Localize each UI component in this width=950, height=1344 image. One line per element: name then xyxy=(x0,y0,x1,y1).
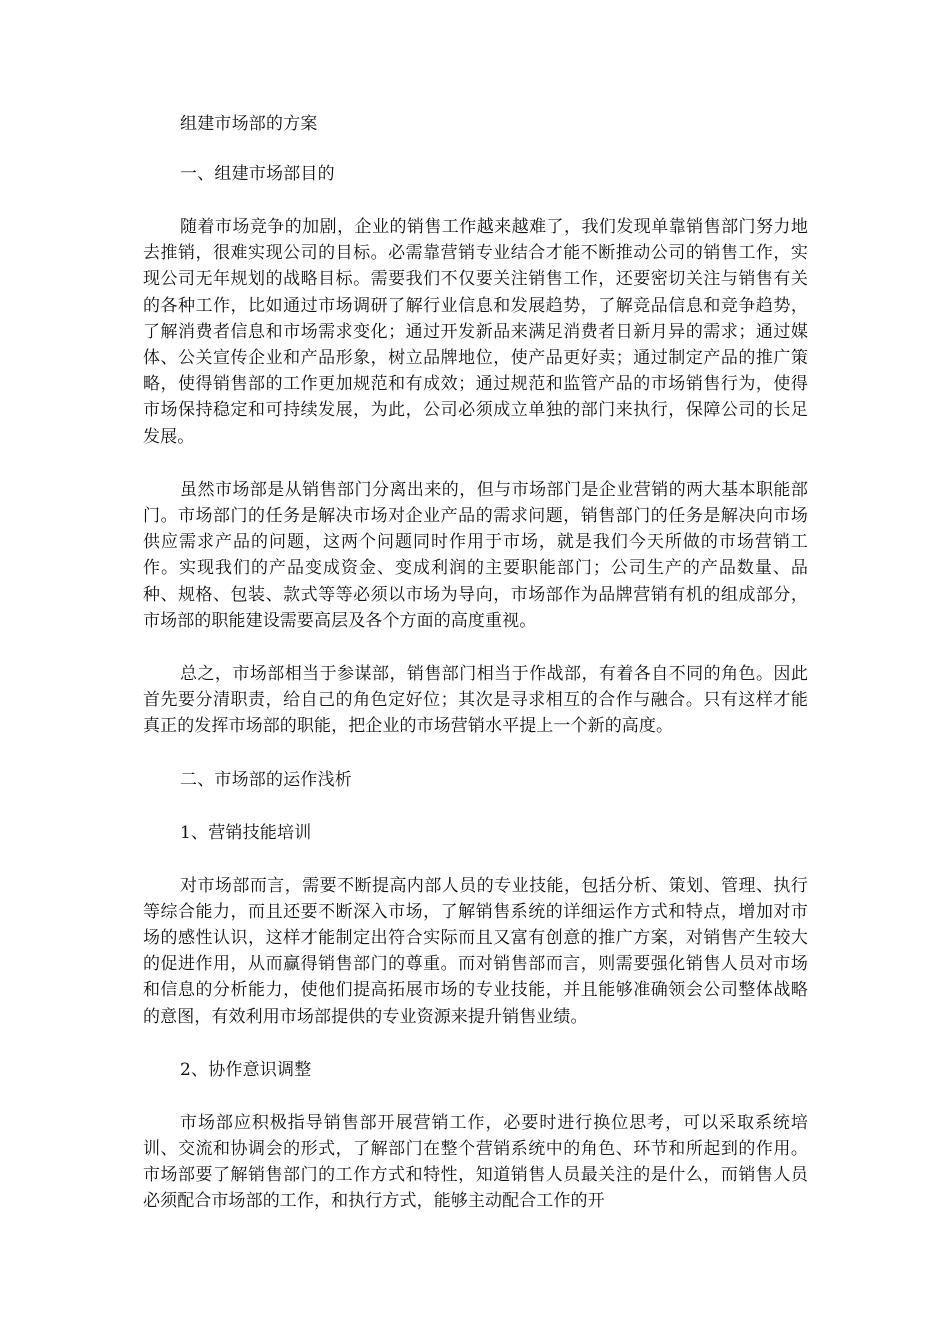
section-1-paragraph-1: 随着市场竞争的加剧，企业的销售工作越来越难了，我们发现单靠销售部门努力地去推销，很难实现公司的目标。必需靠营销专业结合才能不断推动公司的销售工作，实现公司无年规划的战略目标。需要我们不仅要关注销售工作，还要密切关注与销售有关的各种工作，比如通过市场调研了解行业信息和发展趋势，了解竞品信息和竞争趋势，了解消费者信息和市场需求变化；通过开发新品来满足消费者日新月异的需求；通过媒体、公关宣传企业和产品形象，树立品牌地位，使产品更好卖；通过制定产品的推广策略，使得销售部的工作更加规范和有成效；通过规范和监管产品的市场销售行为，使得市场保持稳定和可持续发展，为此，公司必须成立单独的部门来执行，保障公司的长足发展。 xyxy=(143,217,808,447)
subsection-1-paragraph: 对市场部而言，需要不断提高内部人员的专业技能，包括分析、策划、管理、执行等综合能力，而且还要不断深入市场，了解销售系统的详细运作方式和特点，增加对市场的感性认识，这样才能制定出符合实际而且又富有创意的推广方案，对销售产生较大的促进作用，从而赢得销售部门的尊重。而对销售部而言，则需要强化销售人员对市场和信息的分析能力，使他们提高拓展市场的专业技能，并且能够准确领会公司整体战略的意图，有效利用市场部提供的专业资源来提升销售业绩。 xyxy=(143,875,808,1027)
section-1-heading: 一、组建市场部目的 xyxy=(180,164,335,184)
document-body xyxy=(143,111,808,1215)
section-1-paragraph-3: 总之，市场部相当于参谋部，销售部门相当于作战部，有着各自不同的角色。因此首先要分清职责，给自己的角色定好位；其次是寻求相互的合作与融合。只有这样才能真正的发挥市场部的职能，把企业的市场营销水平提上一个新的高度。 xyxy=(143,664,808,737)
section-1-paragraph-2: 虽然市场部是从销售部门分离出来的，但与市场部门是企业营销的两大基本职能部门。市场部门的任务是解决市场对企业产品的需求问题，销售部门的任务是解决向市场供应需求产品的问题，这两个问题同时作用于市场，就是我们今天所做的市场营销工作。实现我们的产品变成资金、变成利润的主要职能部门；公司生产的产品数量、品种、规格、包装、款式等等必须以市场为导向，市场部作为品牌营销有机的组成部分，市场部的职能建设需要高层及各个方面的高度重视。 xyxy=(143,479,808,631)
document-title: 组建市场部的方案 xyxy=(180,114,318,134)
subsection-1-heading: 1、营销技能培训 xyxy=(180,822,312,843)
subsection-2-paragraph: 市场部应积极指导销售部开展营销工作，必要时进行换位思考，可以采取系统培训、交流和协调会的形式，了解部门在整个营销系统中的角色、环节和所起到的作用。市场部要了解销售部门的工作方式和特性，知道销售人员最关注的是什么，而销售人员必须配合市场部的工作，和执行方式，能够主动配合工作的开 xyxy=(143,1112,808,1212)
subsection-2-heading: 2、协作意识调整 xyxy=(180,1059,312,1080)
section-2-heading: 二、市场部的运作浅析 xyxy=(180,769,352,790)
